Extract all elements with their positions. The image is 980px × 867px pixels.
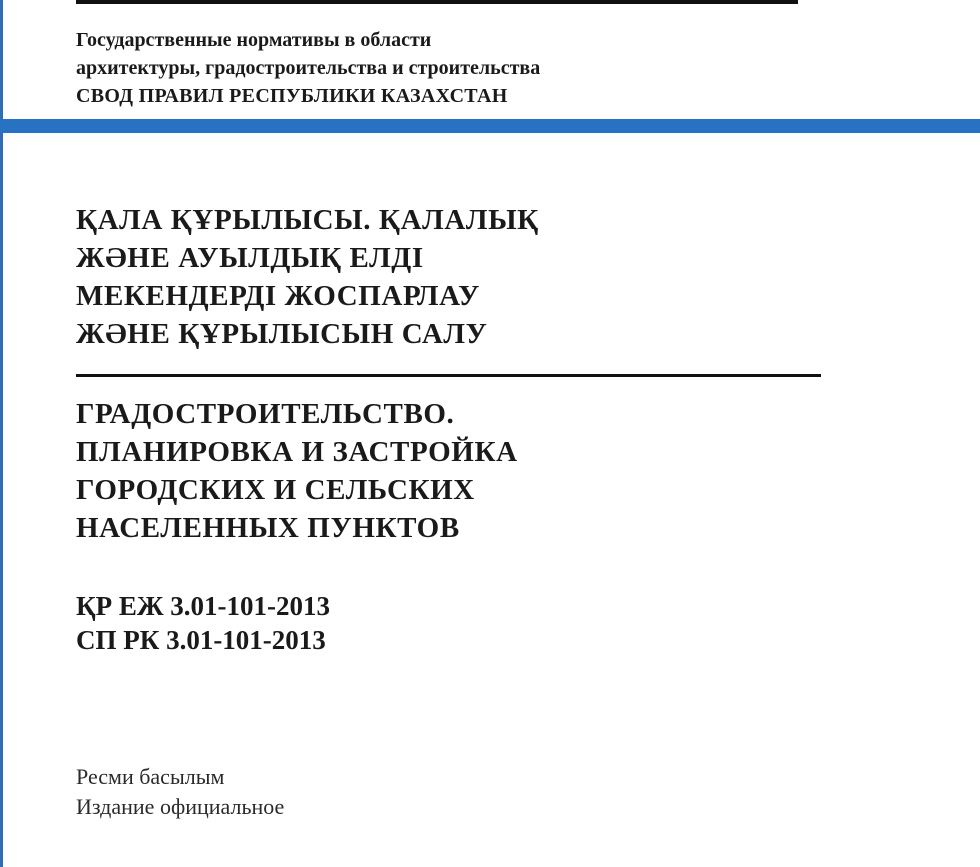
title-kz-line-3: МЕКЕНДЕРДІ ЖОСПАРЛАУ <box>76 280 480 312</box>
code-ru: СП РК 3.01-101-2013 <box>76 625 326 655</box>
code-kz: ҚР ЕЖ 3.01-101-2013 <box>76 591 331 621</box>
title-kz-line-2: ЖӘНЕ АУЫЛДЫҚ ЕЛДІ <box>76 242 424 274</box>
document-header <box>76 26 876 110</box>
blue-divider-band <box>0 119 980 133</box>
title-kz-line-4: ЖӘНЕ ҚҰРЫЛЫСЫН САЛУ <box>76 318 488 350</box>
header-line-1: Государственные нормативы в области <box>76 29 432 51</box>
edition-note <box>76 762 284 822</box>
title-separator-rule <box>76 374 821 377</box>
title-kazakh <box>76 201 896 353</box>
title-ru-line-4: НАСЕЛЕННЫХ ПУНКТОВ <box>76 512 460 544</box>
top-rule <box>76 0 798 4</box>
edition-kz: Ресми басылым <box>76 764 225 789</box>
standard-codes <box>76 589 330 657</box>
title-ru-line-3: ГОРОДСКИХ И СЕЛЬСКИХ <box>76 474 475 506</box>
title-ru-line-2: ПЛАНИРОВКА И ЗАСТРОЙКА <box>76 436 518 468</box>
header-line-2: архитектуры, градостроительства и строительства <box>76 57 541 79</box>
title-kz-line-1: ҚАЛА ҚҰРЫЛЫСЫ. ҚАЛАЛЫҚ <box>76 204 539 236</box>
header-line-3: СВОД ПРАВИЛ РЕСПУБЛИКИ КАЗАХСТАН <box>76 85 508 107</box>
edition-ru: Издание официальное <box>76 794 285 819</box>
title-ru-line-1: ГРАДОСТРОИТЕЛЬСТВО. <box>76 398 455 430</box>
title-russian <box>76 395 896 547</box>
